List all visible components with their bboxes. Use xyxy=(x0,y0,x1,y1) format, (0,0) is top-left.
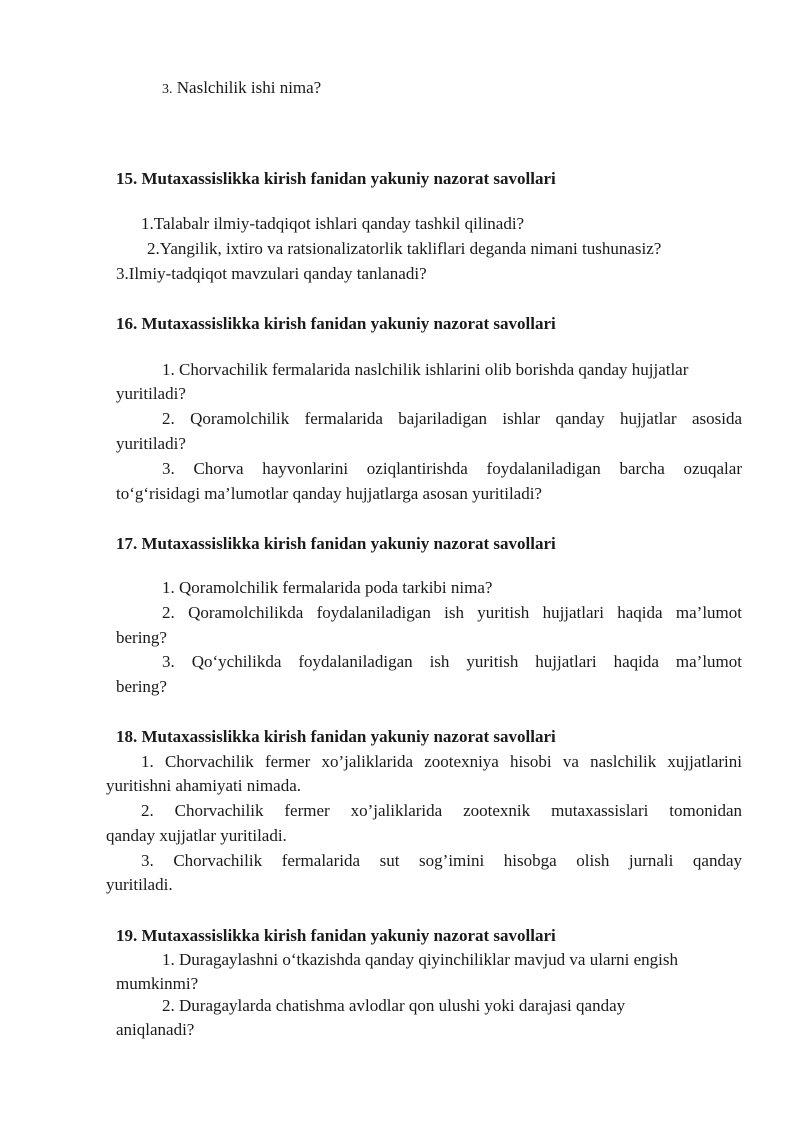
s18-question-3-line-2: yuritiladi. xyxy=(106,875,173,894)
s16-question-1-line-2: yuritiladi? xyxy=(116,384,186,403)
s17-question-3-line-2: bering? xyxy=(116,677,167,696)
s17-question-2-line-1: 2. Qoramolchilikda foydalaniladigan ish yuritish hujjatlari haqida ma’lumot xyxy=(162,603,742,622)
s19-question-2-line-1: 2. Duragaylarda chatishma avlodlar qon ulushi yoki darajasi qanday xyxy=(162,996,626,1015)
s16-question-3-line-2: to‘g‘risidagi ma’lumotlar qanday hujjatlarga asosan yuritiladi? xyxy=(116,484,542,503)
s16-question-1-line-1: 1. Chorvachilik fermalarida naslchilik ishlarini olib borishda qanday hujjatlar xyxy=(162,360,689,379)
s17-question-2-line-2: bering? xyxy=(116,628,167,647)
section-16-heading: 16. Mutaxassislikka kirish fanidan yakuniy nazorat savollari xyxy=(116,314,556,333)
s19-question-1-line-1: 1. Duragaylashni o‘tkazishda qanday qiyinchiliklar mavjud va ularni engish xyxy=(162,950,679,969)
s15-question-2: 2.Yangilik, ixtiro va ratsionalizatorlik takliflari deganda nimani tushunasiz? xyxy=(147,239,662,258)
s19-question-2-line-2: aniqlanadi? xyxy=(116,1020,195,1039)
intro-question xyxy=(162,76,321,102)
s15-question-1: 1.Talabalr ilmiy-tadqiqot ishlari qanday tashkil qilinadi? xyxy=(141,214,525,233)
section-19-heading: 19. Mutaxassislikka kirish fanidan yakuniy nazorat savollari xyxy=(116,926,556,945)
s17-question-1: 1. Qoramolchilik fermalarida poda tarkibi nima? xyxy=(162,578,493,597)
s16-question-2-line-1: 2. Qoramolchilik fermalarida bajariladigan ishlar qanday hujjatlar asosida xyxy=(162,409,742,428)
s18-question-3-line-1: 3. Chorvachilik fermalarida sut sog’imini hisobga olish jurnali qanday xyxy=(141,851,742,870)
section-18-heading: 18. Mutaxassislikka kirish fanidan yakuniy nazorat savollari xyxy=(116,727,556,746)
s18-question-2-line-1: 2. Chorvachilik fermer xo’jaliklarida zootexnik mutaxassislari tomonidan xyxy=(141,801,742,820)
s17-question-3-line-1: 3. Qo‘ychilikda foydalaniladigan ish yuritish hujjatlari haqida ma’lumot xyxy=(162,652,742,671)
section-17-heading: 17. Mutaxassislikka kirish fanidan yakuniy nazorat savollari xyxy=(116,534,556,553)
intro-number: 3. xyxy=(162,82,173,97)
s18-question-1-line-2: yuritishni ahamiyati nimada. xyxy=(106,776,301,795)
s16-question-2-line-2: yuritiladi? xyxy=(116,434,186,453)
s18-question-1-line-1: 1. Chorvachilik fermer xo’jaliklarida zootexniya hisobi va naslchilik xujjatlarini xyxy=(141,752,742,771)
s16-question-3-line-1: 3. Chorva hayvonlarini oziqlantirishda foydalaniladigan barcha ozuqalar xyxy=(162,459,742,478)
s15-question-3: 3.Ilmiy-tadqiqot mavzulari qanday tanlanadi? xyxy=(116,264,427,283)
section-15-heading: 15. Mutaxassislikka kirish fanidan yakuniy nazorat savollari xyxy=(116,169,556,188)
s19-question-1-line-2: mumkinmi? xyxy=(116,974,199,993)
intro-text: Naslchilik ishi nima? xyxy=(176,78,322,97)
s18-question-2-line-2: qanday xujjatlar yuritiladi. xyxy=(106,826,287,845)
